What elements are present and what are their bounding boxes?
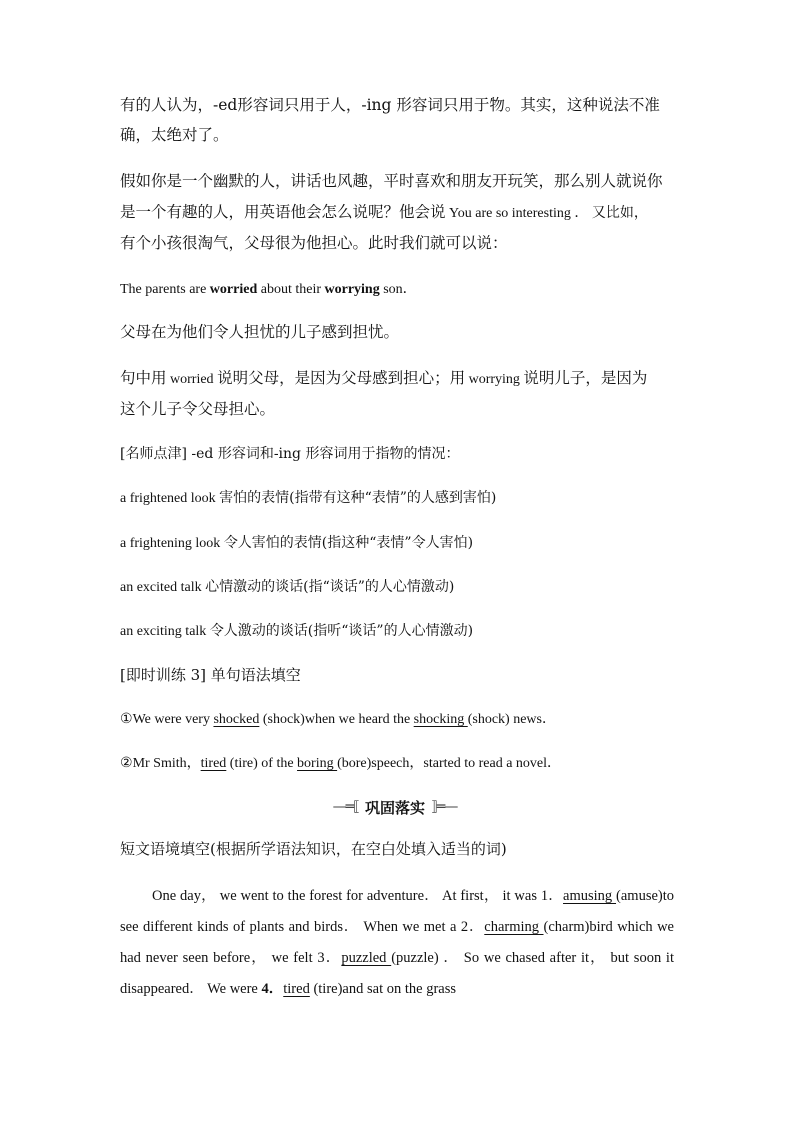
- tip-heading: [120, 447, 459, 461]
- question-number: ②: [120, 756, 133, 771]
- tip-tag: [名师点津]: [120, 446, 187, 462]
- blank-number: 4．: [261, 981, 284, 997]
- passage-text: (puzzle) ． So we chased after it， but soon it disappeared． We were: [120, 950, 674, 997]
- banner-left-ornament: —═⟦: [332, 799, 359, 815]
- question-number: ①: [120, 712, 133, 727]
- tip-item-en: a frightened look: [120, 491, 220, 506]
- example-sentence: [120, 283, 417, 297]
- tip-item-zh: 令人害怕的表情(指这种“表情”令人害怕): [223, 535, 474, 551]
- paragraph-2-line-2-zh: 是一个有趣的人，用英语他会怎么说呢？他会说: [120, 203, 446, 221]
- answer-blank: tired: [200, 756, 227, 771]
- question-text: (shock)when we heard the: [259, 712, 414, 727]
- tip-item: [120, 536, 473, 551]
- section-banner: [310, 795, 480, 819]
- example-text: about their: [257, 282, 325, 297]
- explanation-text: 说明父母，是因为父母感到担心；用: [217, 369, 466, 387]
- explanation-term: worried: [166, 372, 218, 387]
- answer-blank: charming: [484, 919, 544, 935]
- explanation-line-1: [120, 371, 647, 387]
- passage-text: (amuse)to see different kinds of plants and birds． When we met a 2．: [120, 888, 675, 935]
- answer-blank: puzzled: [341, 950, 392, 966]
- paragraph-1-line-2: 确，太绝对了。: [120, 126, 229, 144]
- example-translation: 父母在为他们令人担忧的儿子感到担忧。: [120, 323, 400, 341]
- passage-text: (tire)and sat on the grass: [309, 981, 456, 997]
- question-text: Mr Smith，: [132, 756, 201, 771]
- answer-blank: boring: [297, 756, 338, 771]
- practice-question-1: [120, 713, 556, 727]
- question-text: We were very: [132, 712, 214, 727]
- example-text: The parents are: [120, 282, 210, 297]
- example-text: son．: [379, 282, 417, 297]
- tip-item-en: a frightening look: [120, 536, 224, 551]
- tip-item-en: an exciting talk: [120, 624, 210, 639]
- paragraph-2-line-3: 有个小孩很淘气，父母很为他担心。此时我们就可以说：: [120, 234, 508, 252]
- exercise-title: 短文语境填空(根据所学语法知识，在空白处填入适当的词): [120, 840, 507, 858]
- paragraph-1-line-1: 有的人认为，-ed形容词只用于人，-ing 形容词只用于物。其实，这种说法不准: [120, 96, 660, 114]
- explanation-text: 说明儿子，是因为: [523, 369, 648, 387]
- paragraph-2-line-2-en: You are so interesting ． 又比如，: [445, 206, 648, 221]
- practice-title: 单句语法填空: [206, 666, 301, 684]
- explanation-term: worrying: [465, 372, 524, 387]
- practice-question-2: [120, 757, 561, 771]
- example-keyword-worried: worried: [209, 282, 258, 297]
- tip-item: [120, 580, 454, 595]
- paragraph-2-line-2: [120, 205, 648, 221]
- practice-heading: [120, 668, 301, 683]
- tip-item-zh: 心情激动的谈话(指“谈话”的人心情激动): [205, 579, 455, 595]
- passage-text: One day， we went to the forest for adventure． At first， it was 1．: [152, 888, 564, 904]
- tip-item-zh: 害怕的表情(指带有这种“表情”的人感到害怕): [219, 490, 497, 506]
- banner-right-ornament: ⟧═—: [431, 799, 458, 815]
- passage-text: (charm)bird which we had never seen before， we felt 3．: [120, 919, 674, 966]
- tip-item-en: an excited talk: [120, 580, 206, 595]
- exercise-passage: [120, 881, 674, 1005]
- answer-blank: tired: [283, 981, 310, 997]
- practice-tag: [即时训练 3]: [120, 666, 207, 684]
- question-text: (shock) news．: [467, 712, 556, 727]
- explanation-text: 句中用: [120, 369, 167, 387]
- tip-item: [120, 624, 473, 639]
- answer-blank: amusing: [563, 888, 617, 904]
- question-text: (bore)speech，started to read a novel．: [337, 756, 562, 771]
- tip-item-zh: 令人激动的谈话(指听“谈话”的人心情激动): [209, 623, 474, 639]
- question-text: (tire) of the: [226, 756, 298, 771]
- paragraph-2-line-1: 假如你是一个幽默的人，讲话也风趣，平时喜欢和朋友开玩笑，那么别人就说你: [120, 172, 663, 190]
- answer-blank: shocking: [413, 712, 468, 727]
- example-keyword-worrying: worrying: [324, 282, 380, 297]
- explanation-line-2: 这个儿子令父母担心。: [120, 400, 276, 418]
- answer-blank: shocked: [213, 712, 260, 727]
- banner-title: 巩固落实: [364, 798, 425, 817]
- tip-item: [120, 491, 496, 506]
- tip-text: -ed 形容词和-ing 形容词用于指物的情况：: [186, 446, 460, 462]
